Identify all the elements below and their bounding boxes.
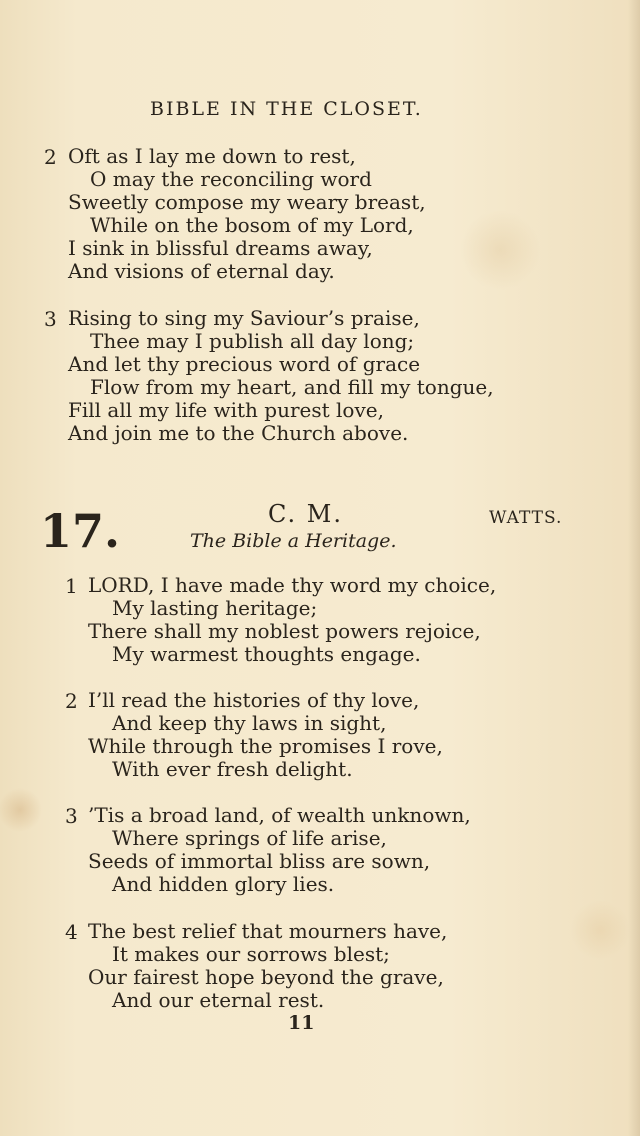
verse-number: 3 [65,804,78,828]
hymn-meter: C. M. [268,500,343,528]
verse-line: Fill all my life with purest love, [68,398,384,422]
verse-number: 3 [44,307,57,331]
verse-line: While through the promises I rove, [88,734,443,758]
verse-line: Thee may I publish all day long; [90,329,415,353]
verse-line: It makes our sorrows blest; [112,942,390,966]
verse-line: Where springs of life arise, [112,826,387,850]
verse-line: Rising to sing my Saviour’s praise, [68,306,420,330]
verse-line: And keep thy laws in sight, [112,711,387,735]
verse-line: I sink in blissful dreams away, [68,236,373,260]
verse-line: Sweetly compose my weary breast, [68,190,426,214]
verse-line: And our eternal rest. [112,988,325,1012]
verse-line: My lasting heritage; [112,596,318,620]
verse-line: While on the bosom of my Lord, [90,213,414,237]
verse-line: Flow from my heart, and fill my tongue, [90,375,494,399]
verse-line: ’Tis a broad land, of wealth unknown, [88,803,471,827]
hymn-number: 17. [40,504,121,558]
page-edge-shadow [628,0,640,1136]
verse-line: O may the reconciling word [90,167,372,191]
verse-number: 1 [65,574,78,598]
verse-line: And let thy precious word of grace [68,352,421,376]
verse-number: 4 [65,920,78,944]
running-header: BIBLE IN THE CLOSET. [150,98,423,120]
verse-number: 2 [65,689,78,713]
verse-line: Seeds of immortal bliss are sown, [88,849,431,873]
verse-line: Our fairest hope beyond the grave, [88,965,444,989]
verse-line: There shall my noblest powers rejoice, [88,619,481,643]
verse-line: And hidden glory lies. [112,872,335,896]
hymn-author: WATTS. [489,508,563,528]
verse-line: And join me to the Church above. [68,421,409,445]
verse-line: I’ll read the histories of thy love, [88,688,420,712]
hymn-title: The Bible a Heritage. [190,530,397,552]
verse-number: 2 [44,145,57,169]
verse-line: With ever fresh delight. [112,757,353,781]
verse-line: Oft as I lay me down to rest, [68,144,356,168]
verse-line: The best relief that mourners have, [88,919,448,943]
verse-line: And visions of eternal day. [68,259,335,283]
verse-line: My warmest thoughts engage. [112,642,421,666]
verse-line: LORD, I have made thy word my choice, [88,573,497,597]
page-number: 11 [288,1012,315,1034]
